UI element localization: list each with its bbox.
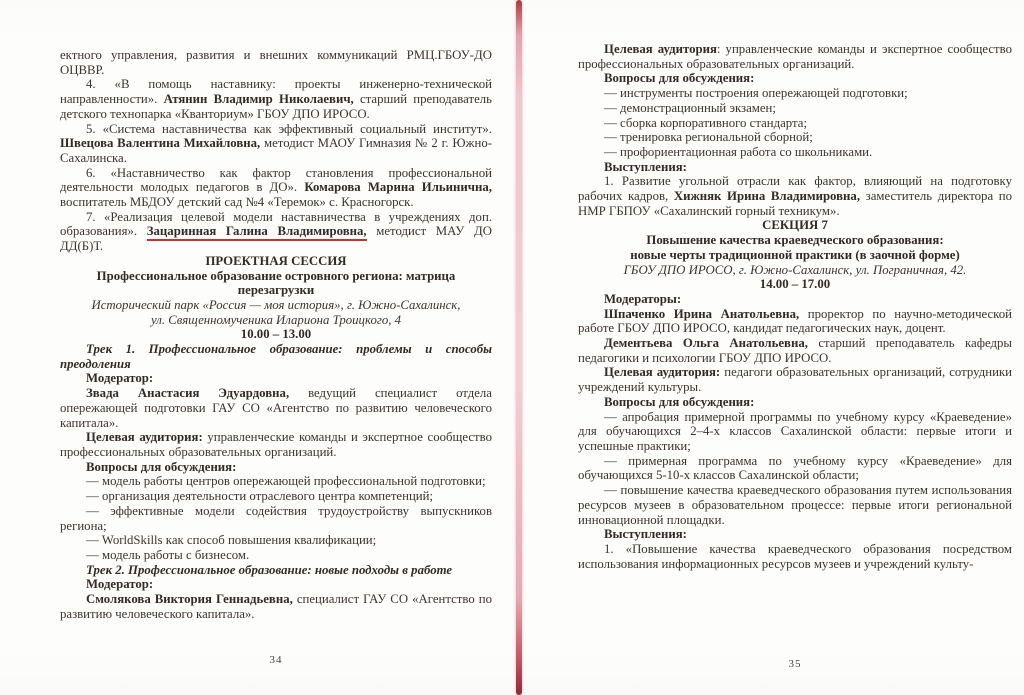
time-range	[578, 277, 1012, 292]
bold-text-segment: Модератор:	[86, 577, 154, 592]
time-range	[60, 327, 492, 342]
bold-text-segment: Модераторы:	[604, 291, 682, 306]
text-segment: методист МАОУ Гимназия № 2 г. Южно-Сахалинска.	[60, 136, 492, 165]
bold-text-segment: Целевая аудитория	[604, 42, 717, 56]
book-spine	[516, 0, 522, 695]
text-segment: 4. «В помощь наставнику: проекты инженерно-технической направленности».	[60, 77, 492, 107]
text-segment: Исторический парк «Россия — моя история», г. Южно-Сахалинск,	[91, 297, 461, 312]
text-segment: — модель работы с бизнесом.	[86, 547, 250, 562]
paragraph	[60, 489, 492, 504]
page-right	[578, 42, 1012, 688]
page-number-left: 34	[269, 654, 283, 666]
bold-text-segment: Дементьева Ольга Анатольевна,	[604, 336, 808, 351]
paragraph	[60, 460, 492, 475]
paragraph	[578, 410, 1012, 454]
red-underlined-text: Зацаринная Галина Владимировна,	[147, 224, 367, 241]
section-title	[60, 269, 492, 298]
text-segment: — эффективные модели содействия трудоустройству выпускников региона;	[60, 503, 492, 533]
text-segment: ектного управления, развития и внешних коммуникаций РМЦ.ГБОУ-ДО ОЦВВР.	[60, 48, 492, 77]
text-segment: ведущий специалист отдела опережающей подготовки ГАУ СО «Агентство по развитию человеческого капитала».	[60, 386, 492, 430]
text-segment: — профориентационная работа со школьниками.	[604, 144, 873, 159]
text-segment: 14.00 – 17.00	[759, 277, 831, 292]
paragraph	[60, 504, 492, 533]
text-segment: воспитатель МБДОУ детский сад №4 «Теремок» с. Красногорск.	[60, 195, 414, 210]
venue-line	[60, 313, 492, 328]
text-segment: 10.00 – 13.00	[240, 327, 312, 342]
bold-text-segment: Комарова Марина Ильинична,	[304, 180, 492, 195]
text-segment: Трек 2. Профессиональное образование: новые подходы в работе	[86, 562, 453, 577]
bold-text-segment: Шпаченко Ирина Анатольевна,	[604, 306, 800, 321]
bold-text-segment: Швецова Валентина Михайловна,	[60, 136, 261, 151]
paragraph	[578, 71, 1012, 86]
page-number-right: 35	[788, 658, 802, 670]
bold-text-segment: Звада Анастасия Эдуардовна,	[86, 386, 290, 401]
text-segment: — инструменты построения опережающей подготовки;	[604, 86, 908, 101]
paragraph	[578, 130, 1012, 145]
paragraph	[578, 86, 1012, 101]
text-segment: Трек 1. Профессиональное образование: проблемы и способы преодоления	[60, 342, 492, 371]
paragraph	[578, 365, 1012, 394]
paragraph	[578, 174, 1012, 218]
page-right-text	[578, 42, 1012, 571]
text-segment: ул. Священномученика Илариона Троицкого, 4	[150, 312, 402, 327]
text-segment: — модель работы центров опережающей профессиональной подготовки;	[86, 474, 486, 489]
bold-text-segment: Атянин Владимир Николаевич,	[163, 92, 354, 107]
paragraph	[60, 122, 492, 166]
paragraph	[578, 542, 1012, 571]
text-segment: 1. «Повышение качества краеведческого образования посредством использования информационных ресурсов музеев и учреждений культу-	[578, 541, 1012, 571]
bold-text-segment: Вопросы для обсуждения:	[86, 459, 237, 474]
text-segment: управленческие команды и экспертное сообщество профессиональных образовательных организаций.	[60, 430, 492, 459]
paragraph	[578, 395, 1012, 410]
text-segment: — апробация примерной программы по учебному курсу «Краеведение» для обучающихся 2–4-х классов Сахалинской области: первые итоги и успешные практики;	[578, 409, 1012, 453]
paragraph	[578, 116, 1012, 131]
text-segment: : управленческие команды и экспертное сообщество профессиональных образовательных организаций.	[578, 42, 1012, 71]
section-heading	[60, 254, 492, 269]
paragraph	[60, 371, 492, 386]
text-segment: — демонстрационный экзамен;	[604, 100, 776, 115]
bold-text-segment: Модератор:	[86, 371, 154, 386]
paragraph	[60, 548, 492, 563]
paragraph	[578, 336, 1012, 365]
text-segment: ПРОЕКТНАЯ СЕССИЯ	[205, 253, 347, 268]
venue-line	[60, 298, 492, 313]
text-segment: 5. «Система наставничества как эффективный социальный институт».	[86, 121, 492, 136]
text-segment: старший преподаватель детского технопарка «Кванториум» ГБОУ ДПО ИРОСО.	[60, 92, 492, 121]
text-segment: 1. Развитие угольной отрасли как фактор, влияющий на подготовку рабочих кадров,	[578, 174, 1012, 204]
text-segment: ГБОУ ДПО ИРОСО, г. Южно-Сахалинск, ул. Пограничная, 42.	[623, 262, 967, 277]
bold-text-segment: Целевая аудитория:	[86, 430, 203, 445]
paragraph	[578, 145, 1012, 160]
bold-text-segment: Вопросы для обсуждения:	[604, 71, 755, 86]
text-segment: Повышение качества краеведческого образования:	[646, 233, 944, 248]
text-segment: специалист ГАУ СО «Агентство по развитию человеческого капитала».	[60, 592, 492, 621]
venue-line	[578, 263, 1012, 278]
paragraph	[60, 430, 492, 459]
bold-text-segment: Выступления:	[604, 527, 687, 542]
text-segment: — сборка корпоративного стандарта;	[604, 115, 808, 130]
paragraph	[60, 77, 492, 121]
paragraph	[60, 386, 492, 430]
bold-text-segment: Целевая аудитория:	[604, 365, 721, 380]
track-heading	[60, 563, 492, 578]
paragraph	[60, 577, 492, 592]
paragraph	[578, 307, 1012, 336]
track-heading	[60, 342, 492, 371]
section-title	[578, 248, 1012, 263]
text-segment: новые черты традиционной практики (в заочной форме)	[630, 247, 960, 262]
text-segment: проректор по научно-методической работе ГБОУ ДПО ИРОСО, кандидат педагогических наук, доцент.	[578, 306, 1012, 336]
paragraph	[578, 454, 1012, 483]
text-segment: заместитель директора по НМР ГБПОУ «Сахалинский горный техникум».	[578, 189, 1012, 218]
text-segment: СЕКЦИЯ 7	[762, 218, 828, 233]
page-left-text	[60, 48, 492, 621]
text-segment: — тренировка региональной сборной;	[604, 130, 813, 145]
paragraph	[578, 42, 1012, 71]
paragraph	[60, 533, 492, 548]
paragraph	[60, 592, 492, 621]
text-segment: — WorldSkills как способ повышения квалификации;	[86, 533, 377, 548]
paragraph	[578, 292, 1012, 307]
text-segment: методист МАУ ДО ДД(Б)Т.	[60, 224, 492, 254]
text-segment: 6. «Наставничество как фактор становления профессиональной деятельности молодых педагогов в ДО».	[60, 165, 492, 195]
page-left	[60, 48, 492, 688]
bold-text-segment: Смолякова Виктория Геннадьевна,	[86, 592, 293, 607]
text-segment: — повышение качества краеведческого образования путем использования ресурсов музеев в образовательном процессе: первые итоги региональной инновационной площадки.	[578, 483, 1012, 527]
paragraph	[60, 48, 492, 77]
paragraph	[578, 101, 1012, 116]
paragraph	[60, 166, 492, 210]
bold-text-segment: Выступления:	[604, 159, 687, 174]
bold-text-segment: Хижняк Ирина Владимировна,	[673, 189, 861, 204]
bold-text-segment: Вопросы для обсуждения:	[604, 394, 755, 409]
text-segment: педагоги образовательных организаций, сотрудники учреждений культуры.	[578, 365, 1012, 395]
text-segment: — примерная программа по учебному курсу «Краеведение» для обучающихся 5-10-х классов Сахалинской области;	[578, 453, 1012, 483]
paragraph	[60, 474, 492, 489]
text-segment: 7. «Реализация целевой модели наставничества в учреждениях доп. образования».	[60, 209, 492, 239]
section-heading	[578, 218, 1012, 233]
paragraph	[60, 210, 492, 254]
text-segment: старший преподаватель кафедры педагогики и психологии ГБОУ ДПО ИРОСО.	[578, 336, 1012, 365]
text-segment: Профессиональное образование островного региона: матрица перезагрузки	[96, 268, 456, 298]
paragraph	[578, 483, 1012, 527]
section-title	[578, 233, 1012, 248]
text-segment: — организация деятельности отраслевого центра компетенций;	[86, 489, 434, 504]
paragraph	[578, 160, 1012, 175]
paragraph	[578, 527, 1012, 542]
